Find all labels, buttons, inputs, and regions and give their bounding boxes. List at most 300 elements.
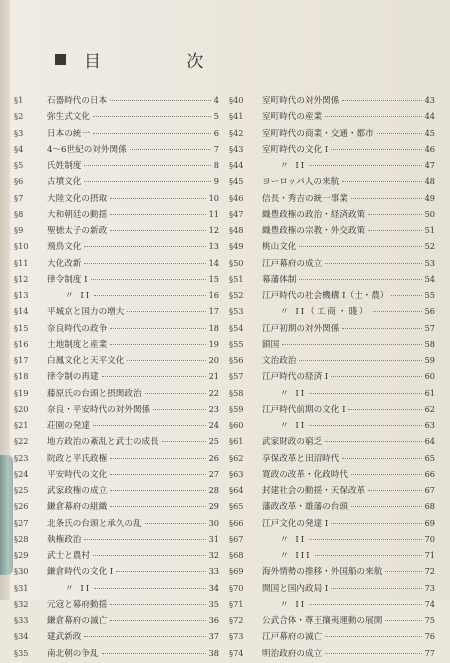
page-number: 57 xyxy=(424,322,435,333)
dot-leader xyxy=(373,311,422,312)
section-number: §55 xyxy=(229,338,244,349)
toc-entry xyxy=(14,370,219,386)
page-number: 22 xyxy=(208,387,219,398)
toc-entry xyxy=(14,647,219,663)
toc-entry xyxy=(229,159,435,175)
section-title: 〃 II（工商・賤） xyxy=(280,307,370,318)
page-number: 20 xyxy=(208,355,219,365)
section-title: 〃 II xyxy=(280,161,307,171)
section-number: §10 xyxy=(14,241,29,252)
dot-leader xyxy=(110,458,205,459)
section-number: §21 xyxy=(14,420,29,430)
section-number: §56 xyxy=(229,355,244,365)
section-number: §3 xyxy=(14,127,24,138)
toc-entry xyxy=(14,208,219,224)
section-number: §25 xyxy=(14,485,29,495)
section-title: 執権政治 xyxy=(47,534,82,545)
page-title: 目 次 xyxy=(84,51,244,72)
toc-entry xyxy=(229,175,435,191)
section-title: 平城京と国力の増大 xyxy=(47,307,125,318)
dot-leader xyxy=(325,116,421,117)
section-number: §59 xyxy=(229,403,244,414)
page-number: 15 xyxy=(208,273,219,284)
dot-leader xyxy=(94,295,205,296)
page-number: 9 xyxy=(213,176,219,187)
page-number: 30 xyxy=(208,517,219,528)
dot-leader xyxy=(377,133,422,134)
page-number: 59 xyxy=(424,355,435,365)
dot-leader xyxy=(299,246,421,247)
toc-entry xyxy=(229,305,435,321)
section-title: 地方政治の紊乱と武士の成長 xyxy=(47,437,159,448)
dot-leader xyxy=(342,181,421,182)
page-number: 69 xyxy=(424,517,435,528)
section-number: §26 xyxy=(14,501,29,512)
toc-entry xyxy=(229,533,435,549)
dot-leader xyxy=(110,620,205,621)
section-number: §49 xyxy=(229,241,244,252)
dot-leader xyxy=(127,360,205,361)
page-number: 27 xyxy=(208,468,219,479)
toc-entry xyxy=(229,94,435,110)
section-title: 鎖国 xyxy=(262,339,280,350)
toc-entry xyxy=(229,143,435,159)
section-title: 寛政の改革・化政時代 xyxy=(262,469,348,480)
dot-leader xyxy=(309,393,421,394)
toc-entry xyxy=(229,322,435,338)
toc-entry xyxy=(229,370,435,386)
page-number: 23 xyxy=(208,403,219,414)
square-bullet-icon xyxy=(55,54,66,65)
section-title: 信長・秀吉の統一事業 xyxy=(262,193,348,204)
section-title: 江戸時代前期の文化 I xyxy=(262,404,346,415)
section-number: §46 xyxy=(229,192,244,203)
section-number: §42 xyxy=(229,127,244,138)
dot-leader xyxy=(110,604,205,605)
page-number: 11 xyxy=(208,208,219,219)
page-number: 33 xyxy=(208,566,219,577)
page-number: 51 xyxy=(424,225,435,235)
section-title: 白鳳文化と天平文化 xyxy=(47,356,125,366)
section-number: §17 xyxy=(14,355,29,365)
section-number: §22 xyxy=(14,436,29,447)
dot-leader xyxy=(385,620,421,621)
toc-entry xyxy=(229,647,435,663)
toc-entry xyxy=(229,549,435,565)
dot-leader xyxy=(93,555,206,556)
dot-leader xyxy=(102,653,206,654)
toc-header xyxy=(55,48,243,70)
section-title: 元寇と幕府動揺 xyxy=(47,599,108,610)
dot-leader xyxy=(84,636,205,637)
page-number: 14 xyxy=(208,257,219,268)
section-number: §11 xyxy=(14,257,29,268)
dot-leader xyxy=(351,506,422,507)
section-number: §71 xyxy=(229,598,244,609)
page-number: 70 xyxy=(424,533,435,544)
section-number: §28 xyxy=(14,533,29,544)
toc-entry xyxy=(14,273,219,289)
dot-leader xyxy=(325,263,421,264)
toc-entry xyxy=(229,110,435,126)
section-number: §15 xyxy=(14,322,29,333)
section-title: 藤原氏の台頭と摂関政治 xyxy=(47,388,142,399)
page-number: 6 xyxy=(213,127,219,138)
section-number: §30 xyxy=(14,566,29,577)
section-title: 聖徳太子の新政 xyxy=(47,226,108,236)
section-number: §67 xyxy=(229,533,244,544)
section-title: 江戸文化の発達 I xyxy=(262,518,329,529)
toc-entry xyxy=(14,175,219,191)
dot-leader xyxy=(84,165,210,166)
dot-leader xyxy=(110,506,205,507)
page-number: 19 xyxy=(208,338,219,349)
dot-leader xyxy=(342,458,421,459)
page-number: 7 xyxy=(213,143,219,154)
toc-entry xyxy=(14,452,219,468)
page-number: 48 xyxy=(424,176,435,187)
toc-entry xyxy=(229,419,435,435)
page-number: 64 xyxy=(424,436,435,447)
page-number: 54 xyxy=(424,273,435,284)
dot-leader xyxy=(309,539,421,540)
page-number: 67 xyxy=(424,485,435,495)
toc-entry xyxy=(229,354,435,370)
toc-entry xyxy=(14,159,219,175)
section-title: 〃 II xyxy=(280,534,307,545)
page-number: 32 xyxy=(208,550,219,560)
toc-entry xyxy=(229,452,435,468)
dot-leader xyxy=(331,376,421,377)
section-number: §27 xyxy=(14,517,29,528)
section-number: §4 xyxy=(14,143,24,154)
page-number: 50 xyxy=(424,208,435,219)
dot-leader xyxy=(282,344,421,345)
dot-leader xyxy=(110,214,205,215)
section-title: 日本の統一 xyxy=(47,128,90,139)
dot-leader xyxy=(116,571,205,572)
toc-entry xyxy=(229,240,435,256)
dot-leader xyxy=(309,604,421,605)
section-number: §69 xyxy=(229,566,244,577)
section-number: §40 xyxy=(229,95,244,105)
page-number: 25 xyxy=(208,436,219,447)
section-title: 4〜6世紀の対外関係 xyxy=(47,144,127,155)
section-title: 室町時代の文化 I xyxy=(262,144,329,155)
toc-column-left xyxy=(14,94,219,663)
dot-leader xyxy=(84,181,210,182)
section-number: §13 xyxy=(14,290,29,300)
toc-entry xyxy=(14,240,219,256)
section-number: §53 xyxy=(229,306,244,317)
section-number: §35 xyxy=(14,647,29,658)
section-title: 鎌倉幕府の滅亡 xyxy=(47,616,108,626)
toc-entry xyxy=(14,143,219,159)
page-number: 18 xyxy=(208,322,219,333)
section-title: 氏姓制度 xyxy=(47,161,82,171)
page-number: 31 xyxy=(208,533,219,544)
toc-entry xyxy=(229,127,435,143)
page-number: 60 xyxy=(424,371,435,382)
section-title: 鎌倉幕府の組織 xyxy=(47,502,108,513)
section-title: 弥生式文化 xyxy=(47,112,90,123)
section-title: 古墳文化 xyxy=(47,177,82,188)
toc-column-right xyxy=(229,94,435,663)
dot-leader xyxy=(91,279,206,280)
toc-entry xyxy=(14,435,219,451)
toc-entry xyxy=(14,110,219,126)
section-number: §29 xyxy=(14,550,29,560)
dot-leader xyxy=(84,539,205,540)
page-number: 58 xyxy=(424,338,435,349)
section-number: §16 xyxy=(14,338,29,349)
section-number: §8 xyxy=(14,208,24,219)
section-title: 律令制の再建 xyxy=(47,372,99,383)
dot-leader xyxy=(391,295,421,296)
section-title: 土地制度と産業 xyxy=(47,339,108,350)
dot-leader xyxy=(309,425,421,426)
section-number: §47 xyxy=(229,208,244,219)
dot-leader xyxy=(315,555,422,556)
section-title: 奈良時代の政争 xyxy=(47,323,108,334)
page-number: 36 xyxy=(208,615,219,625)
section-title: 桃山文化 xyxy=(262,242,297,253)
dot-leader xyxy=(145,393,206,394)
page-number: 16 xyxy=(208,290,219,300)
section-number: §33 xyxy=(14,615,29,625)
toc-entry xyxy=(14,94,219,110)
toc-entry xyxy=(14,468,219,484)
page-number: 37 xyxy=(208,631,219,642)
toc-entry xyxy=(229,192,435,208)
page-number: 72 xyxy=(424,566,435,577)
dot-leader xyxy=(84,246,205,247)
section-title: 幕藩体制 xyxy=(262,274,297,285)
dot-leader xyxy=(348,409,421,410)
toc-entry xyxy=(14,127,219,143)
section-title: 〃 III xyxy=(280,551,312,561)
section-title: 建武新政 xyxy=(47,632,82,643)
page-number: 76 xyxy=(424,631,435,642)
dot-leader xyxy=(93,116,211,117)
section-number: §68 xyxy=(229,550,244,560)
toc-entry xyxy=(14,257,219,273)
section-number: §54 xyxy=(229,322,244,333)
section-title: 開国と国内政局 I xyxy=(262,583,329,594)
page-number: 74 xyxy=(424,598,435,609)
section-title: 荘園の発達 xyxy=(47,421,90,431)
dot-leader xyxy=(342,100,421,101)
section-title: ヨーロッパ人の来航 xyxy=(262,177,340,188)
toc-entry xyxy=(14,517,219,533)
section-number: §12 xyxy=(14,273,29,284)
dot-leader xyxy=(153,409,205,410)
section-number: §7 xyxy=(14,192,24,203)
dot-leader xyxy=(342,328,421,329)
dot-leader xyxy=(299,279,421,280)
page-number: 49 xyxy=(424,192,435,203)
section-number: §58 xyxy=(229,387,244,398)
section-title: 院政と平氏政権 xyxy=(47,453,108,464)
section-number: §32 xyxy=(14,598,29,609)
section-number: §45 xyxy=(229,176,244,187)
section-title: 江戸幕府の滅亡 xyxy=(262,632,323,643)
section-title: 武士と農村 xyxy=(47,551,90,561)
section-title: 室町時代の対外関係 xyxy=(262,96,340,106)
toc-entry xyxy=(14,224,219,240)
section-number: §9 xyxy=(14,225,24,235)
section-title: 律令制度 I xyxy=(47,274,88,285)
page-number: 55 xyxy=(424,290,435,300)
section-number: §73 xyxy=(229,631,244,642)
page-clip xyxy=(0,455,13,575)
section-number: §44 xyxy=(229,160,244,170)
toc-entry xyxy=(229,257,435,273)
section-number: §23 xyxy=(14,452,29,463)
dot-leader xyxy=(84,263,205,264)
section-number: §5 xyxy=(14,160,24,170)
section-title: 〃 II xyxy=(280,421,307,431)
toc-entry xyxy=(14,598,219,614)
dot-leader xyxy=(110,100,211,101)
section-title: 大化改新 xyxy=(47,258,82,269)
dot-leader xyxy=(309,165,421,166)
section-title: 〃 II xyxy=(65,583,92,594)
section-title: 鎌倉時代の文化 I xyxy=(47,567,114,578)
toc-entry xyxy=(14,582,219,598)
page-number: 43 xyxy=(424,95,435,105)
dot-leader xyxy=(368,490,421,491)
page-number: 73 xyxy=(424,582,435,593)
dot-leader xyxy=(331,523,421,524)
section-title: 江戸幕府の成立 xyxy=(262,258,323,269)
toc-entry xyxy=(229,403,435,419)
page-number: 62 xyxy=(424,403,435,414)
page-number: 38 xyxy=(208,647,219,658)
dot-leader xyxy=(145,523,206,524)
dot-leader xyxy=(331,149,421,150)
toc-entry xyxy=(229,435,435,451)
dot-leader xyxy=(93,133,211,134)
toc-entry xyxy=(14,322,219,338)
page-number: 5 xyxy=(213,111,219,122)
page-number: 56 xyxy=(424,306,435,317)
page-number: 66 xyxy=(424,468,435,479)
section-number: §18 xyxy=(14,371,29,382)
section-title: 南北朝の争乱 xyxy=(47,648,99,659)
toc-entry xyxy=(14,289,219,305)
section-number: §63 xyxy=(229,468,244,479)
dot-leader xyxy=(325,653,421,654)
dot-leader xyxy=(351,474,422,475)
page-number: 75 xyxy=(424,615,435,625)
dot-leader xyxy=(110,490,205,491)
toc-entry xyxy=(229,598,435,614)
toc-entry xyxy=(14,549,219,565)
page-number: 34 xyxy=(208,582,219,593)
section-number: §61 xyxy=(229,436,244,447)
toc-entry xyxy=(229,614,435,630)
page-number: 71 xyxy=(424,550,435,560)
section-number: §74 xyxy=(229,647,244,658)
toc-entry xyxy=(229,289,435,305)
section-number: §57 xyxy=(229,371,244,382)
page-number: 29 xyxy=(208,501,219,512)
section-number: §65 xyxy=(229,501,244,512)
section-number: §50 xyxy=(229,257,244,268)
section-title: 享保改革と田沼時代 xyxy=(262,453,340,464)
page-number: 35 xyxy=(208,598,219,609)
section-title: 武家財政の窮乏 xyxy=(262,437,323,448)
toc-entry xyxy=(14,614,219,630)
section-number: §6 xyxy=(14,176,24,187)
toc-entry xyxy=(14,419,219,435)
dot-leader xyxy=(110,198,205,199)
section-number: §70 xyxy=(229,582,244,593)
page-number: 47 xyxy=(424,160,435,170)
dot-leader xyxy=(130,149,211,150)
toc-entry xyxy=(229,387,435,403)
dot-leader xyxy=(110,344,205,345)
dot-leader xyxy=(325,441,421,442)
section-number: §43 xyxy=(229,143,244,154)
section-number: §64 xyxy=(229,485,244,495)
toc-entry xyxy=(229,208,435,224)
section-title: 〃 II xyxy=(65,291,92,301)
page-number: 17 xyxy=(208,306,219,317)
page-number: 45 xyxy=(424,127,435,138)
toc-entry xyxy=(14,354,219,370)
dot-leader xyxy=(110,474,205,475)
section-number: §19 xyxy=(14,387,29,398)
section-number: §34 xyxy=(14,631,29,642)
toc-entry xyxy=(14,192,219,208)
toc-entry xyxy=(14,533,219,549)
page-number: 28 xyxy=(208,485,219,495)
toc-entry xyxy=(229,565,435,581)
section-number: §1 xyxy=(14,95,24,105)
page-number: 46 xyxy=(424,143,435,154)
section-title: 明治政府の成立 xyxy=(262,648,323,659)
page-number: 53 xyxy=(424,257,435,268)
section-number: §20 xyxy=(14,403,29,414)
toc-entry xyxy=(14,305,219,321)
dot-leader xyxy=(368,230,421,231)
toc-entry xyxy=(229,224,435,240)
toc-entry xyxy=(229,338,435,354)
dot-leader xyxy=(351,198,422,199)
section-title: 室町時代の商業・交通・都市 xyxy=(262,128,374,139)
dot-leader xyxy=(299,360,421,361)
section-title: 奈良・平安時代の対外関係 xyxy=(47,404,151,415)
section-title: 江戸時代の社会機構 I（士・農） xyxy=(262,291,389,301)
dot-leader xyxy=(325,636,421,637)
section-number: §31 xyxy=(14,582,29,593)
dot-leader xyxy=(127,311,205,312)
section-title: 織豊政権の政治・経済政策 xyxy=(262,209,366,220)
section-title: 〃 II xyxy=(280,599,307,610)
page-number: 12 xyxy=(208,225,219,235)
toc-entry xyxy=(229,273,435,289)
page-number: 24 xyxy=(208,420,219,430)
toc-entry xyxy=(229,468,435,484)
dot-leader xyxy=(331,588,421,589)
section-title: 大和朝廷の動揺 xyxy=(47,209,108,220)
page-number: 8 xyxy=(213,160,219,170)
page-number: 77 xyxy=(424,647,435,658)
section-title: 武家政権の成立 xyxy=(47,486,108,496)
dot-leader xyxy=(102,376,206,377)
